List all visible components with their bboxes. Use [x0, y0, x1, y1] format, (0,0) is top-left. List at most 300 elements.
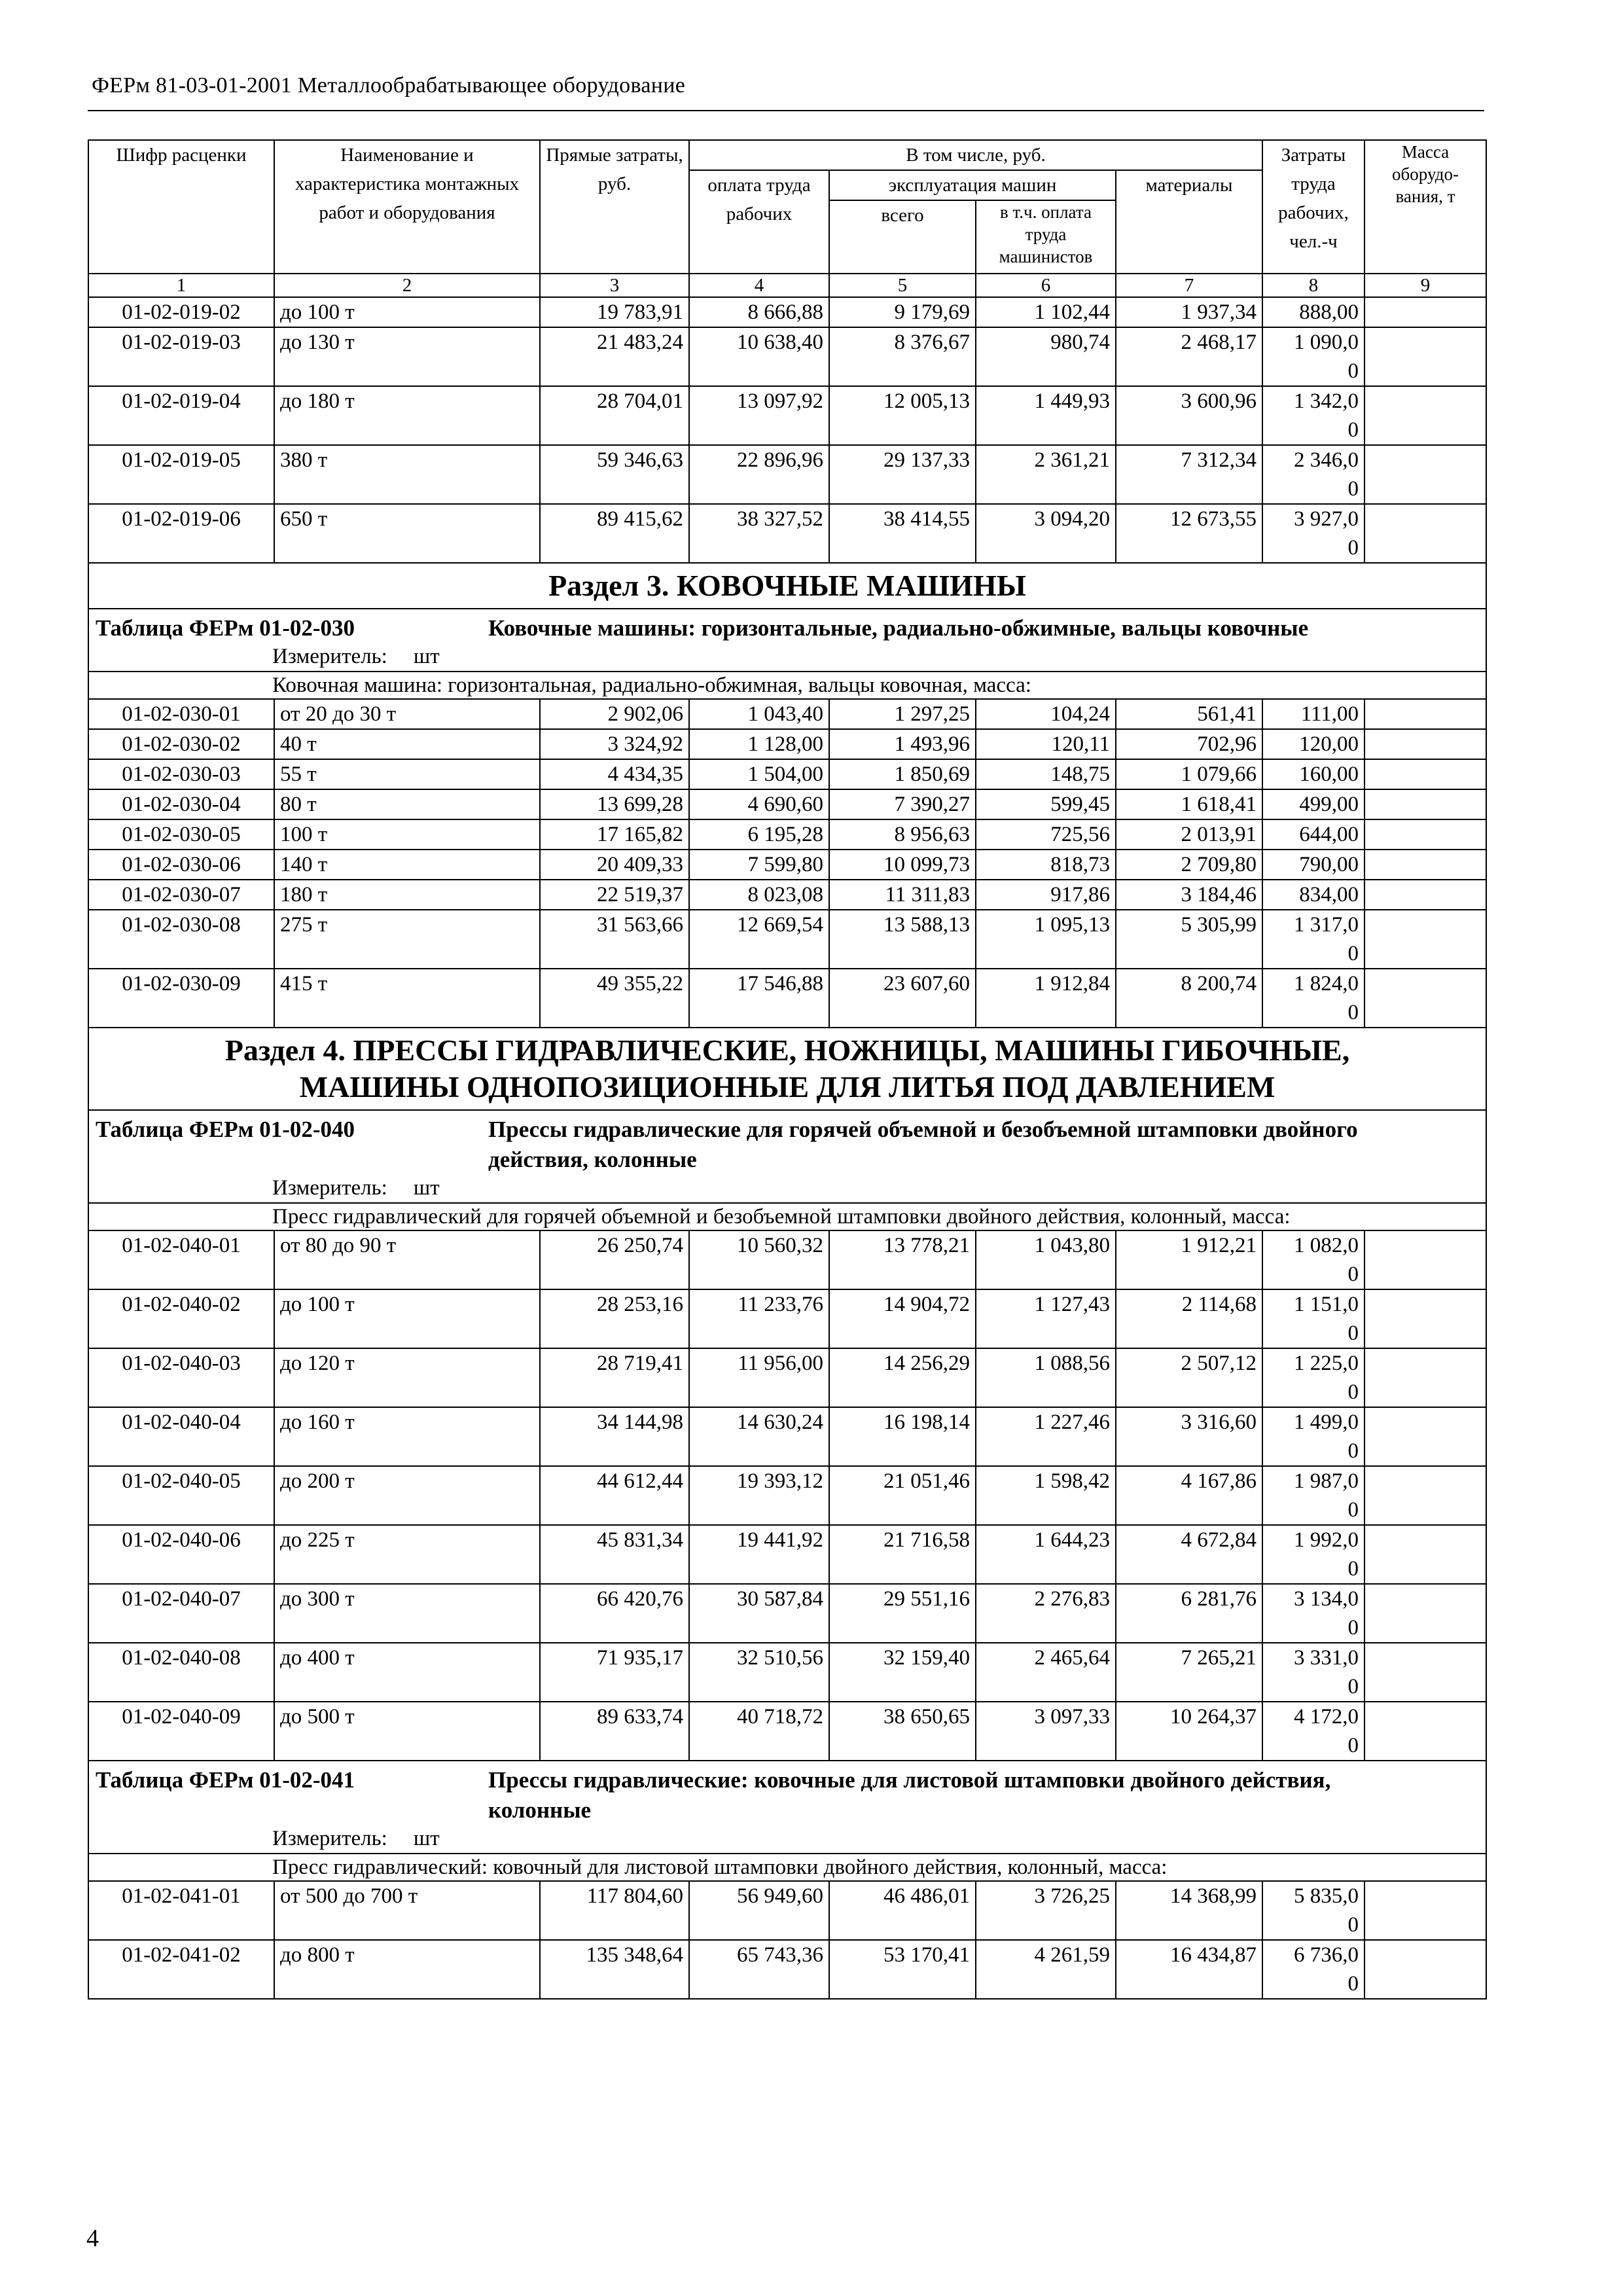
cell-machine-total: 38 650,65: [829, 1702, 976, 1761]
cell-wage: 22 896,96: [689, 445, 829, 504]
cell-machinist-wage: 120,11: [976, 729, 1116, 759]
cell-mass: [1364, 327, 1486, 386]
unit-value: шт: [413, 1827, 440, 1850]
col-number: 7: [1116, 274, 1262, 297]
cell-name: 650 т: [274, 504, 540, 563]
cell-code: 01-02-019-05: [88, 445, 274, 504]
cell-direct: 66 420,76: [540, 1584, 689, 1643]
labor-value: 1 342,0: [1294, 389, 1359, 413]
cell-direct: 28 253,16: [540, 1289, 689, 1348]
running-head: ФЕРм 81-03-01-2001 Металлообрабатывающее оборудование: [92, 73, 686, 98]
table-030-title: Ковочные машины: горизонтальные, радиально-обжимные, вальцы ковочные: [488, 615, 1309, 641]
cell-mass: [1364, 1348, 1486, 1407]
cell-wage: 56 949,60: [689, 1881, 829, 1940]
labor-value-wrap: 0: [1347, 1972, 1359, 1996]
cell-code: 01-02-040-04: [88, 1407, 274, 1466]
cell-labor: [1262, 729, 1364, 759]
cell-direct: 89 415,62: [540, 504, 689, 563]
cell-direct: 117 804,60: [540, 1881, 689, 1940]
cell-wage: 11 233,76: [689, 1289, 829, 1348]
cell-wage: 6 195,28: [689, 819, 829, 850]
cell-direct: 44 612,44: [540, 1466, 689, 1525]
cell-mass: [1364, 729, 1486, 759]
cell-machinist-wage: 1 449,93: [976, 386, 1116, 445]
cell-machine-total: 12 005,13: [829, 386, 976, 445]
cell-machine-total: 11 311,83: [829, 880, 976, 910]
labor-value: 1 824,0: [1294, 972, 1359, 996]
cell-machinist-wage: 3 097,33: [976, 1702, 1116, 1761]
col-number: 8: [1262, 274, 1364, 297]
labor-value: 120,00: [1299, 732, 1359, 756]
cell-name: до 200 т: [274, 1466, 540, 1525]
labor-value-wrap: 0: [1347, 359, 1359, 383]
cell-direct: 59 346,63: [540, 445, 689, 504]
cell-name: 180 т: [274, 880, 540, 910]
table-row: [88, 880, 1486, 910]
labor-value: 644,00: [1299, 823, 1359, 846]
cell-mass: [1364, 1940, 1486, 1999]
table-030-unit: [88, 643, 1486, 672]
cell-direct: 49 355,22: [540, 969, 689, 1028]
cell-direct: 89 633,74: [540, 1702, 689, 1761]
labor-value: 3 134,0: [1294, 1587, 1359, 1611]
table-row: [88, 789, 1486, 819]
cell-labor: [1262, 1289, 1364, 1348]
cell-name: 100 т: [274, 819, 540, 850]
col-machinist-header: в т.ч. оплата труда машинистов: [976, 200, 1116, 274]
cell-machinist-wage: 1 102,44: [976, 297, 1116, 327]
cell-labor: [1262, 386, 1364, 445]
cell-labor: [1262, 1584, 1364, 1643]
table-041-heading: [88, 1761, 1486, 1825]
cell-labor: [1262, 327, 1364, 386]
labor-value-wrap: 0: [1347, 1734, 1359, 1757]
cell-materials: 14 368,99: [1116, 1881, 1262, 1940]
cell-code: 01-02-040-02: [88, 1289, 274, 1348]
col-number: 9: [1364, 274, 1486, 297]
cell-mass: [1364, 1702, 1486, 1761]
table-row: [88, 1348, 1486, 1407]
cell-machinist-wage: 148,75: [976, 759, 1116, 789]
cell-mass: [1364, 910, 1486, 969]
cell-machine-total: 13 588,13: [829, 910, 976, 969]
labor-value-wrap: 0: [1347, 418, 1359, 442]
table-row: [88, 1525, 1486, 1584]
cell-machinist-wage: 599,45: [976, 789, 1116, 819]
table-030-rows: [88, 699, 1486, 1028]
cell-materials: 2 013,91: [1116, 819, 1262, 850]
cell-machine-total: 29 551,16: [829, 1584, 976, 1643]
cell-direct: 26 250,74: [540, 1230, 689, 1289]
cell-name: до 100 т: [274, 1289, 540, 1348]
cell-name: от 80 до 90 т: [274, 1230, 540, 1289]
cell-wage: 38 327,52: [689, 504, 829, 563]
table-040-label: Таблица ФЕРм 01-02-040: [96, 1117, 355, 1142]
cell-code: 01-02-040-01: [88, 1230, 274, 1289]
cell-labor: [1262, 1348, 1364, 1407]
cell-machine-total: 32 159,40: [829, 1643, 976, 1702]
cell-machinist-wage: 2 276,83: [976, 1584, 1116, 1643]
cell-name: 140 т: [274, 850, 540, 880]
cell-code: 01-02-040-07: [88, 1584, 274, 1643]
cell-materials: 4 167,86: [1116, 1466, 1262, 1525]
cell-code: 01-02-030-06: [88, 850, 274, 880]
cell-name: 380 т: [274, 445, 540, 504]
cell-materials: 2 468,17: [1116, 327, 1262, 386]
cell-labor: [1262, 699, 1364, 729]
table-row: [88, 819, 1486, 850]
cell-mass: [1364, 297, 1486, 327]
cell-machinist-wage: 1 227,46: [976, 1407, 1116, 1466]
col-incl-header: В том числе, руб.: [689, 140, 1262, 170]
cell-name: 415 т: [274, 969, 540, 1028]
table-row: [88, 1584, 1486, 1643]
cell-code: 01-02-030-05: [88, 819, 274, 850]
cell-materials: 3 316,60: [1116, 1407, 1262, 1466]
labor-value: 4 172,0: [1294, 1705, 1359, 1729]
cell-name: до 400 т: [274, 1643, 540, 1702]
cell-labor: [1262, 504, 1364, 563]
cell-wage: 17 546,88: [689, 969, 829, 1028]
cell-labor: [1262, 1940, 1364, 1999]
cell-machine-total: 1 297,25: [829, 699, 976, 729]
labor-value: 1 992,0: [1294, 1528, 1359, 1552]
cell-wage: 8 666,88: [689, 297, 829, 327]
cell-mass: [1364, 1525, 1486, 1584]
unit-value: шт: [413, 1176, 440, 1200]
labor-value-wrap: 0: [1347, 477, 1359, 501]
col-number: 3: [540, 274, 689, 297]
cell-code: 01-02-030-09: [88, 969, 274, 1028]
cell-mass: [1364, 1289, 1486, 1348]
cell-materials: 2 114,68: [1116, 1289, 1262, 1348]
cell-mass: [1364, 699, 1486, 729]
labor-value-wrap: 0: [1347, 1439, 1359, 1463]
cell-direct: 135 348,64: [540, 1940, 689, 1999]
labor-value: 834,00: [1299, 883, 1359, 906]
table-040-rows: [88, 1230, 1486, 1761]
cell-labor: [1262, 1230, 1364, 1289]
header-rule: [88, 110, 1484, 111]
cell-wage: 14 630,24: [689, 1407, 829, 1466]
cell-labor: [1262, 445, 1364, 504]
cell-machinist-wage: 2 361,21: [976, 445, 1116, 504]
cell-mass: [1364, 1407, 1486, 1466]
col-number: 6: [976, 274, 1116, 297]
price-table: [88, 139, 1487, 2000]
cell-code: 01-02-019-02: [88, 297, 274, 327]
cell-machinist-wage: 3 726,25: [976, 1881, 1116, 1940]
col-number: 2: [274, 274, 540, 297]
unit-value: шт: [413, 645, 440, 668]
cell-machine-total: 46 486,01: [829, 1881, 976, 1940]
labor-value-wrap: 0: [1347, 942, 1359, 965]
cell-direct: 45 831,34: [540, 1525, 689, 1584]
section-4-title: [88, 1028, 1486, 1110]
section-4: [88, 1028, 1486, 1230]
table-040-description: Пресс гидравлический для горячей объемной и безобъемной штамповки двойного действия, колонный, масса:: [88, 1203, 1486, 1230]
section-4-title-line1: Раздел 4. ПРЕССЫ ГИДРАВЛИЧЕСКИЕ, НОЖНИЦЫ, МАШИНЫ ГИБОЧНЫЕ,: [224, 1033, 1350, 1067]
cell-name: до 500 т: [274, 1702, 540, 1761]
cell-wage: 7 599,80: [689, 850, 829, 880]
table-041-header: [88, 1761, 1486, 1881]
cell-mass: [1364, 1584, 1486, 1643]
cell-wage: 10 560,32: [689, 1230, 829, 1289]
cell-code: 01-02-040-03: [88, 1348, 274, 1407]
cell-wage: 19 393,12: [689, 1466, 829, 1525]
cell-machinist-wage: 980,74: [976, 327, 1116, 386]
labor-value-wrap: 0: [1347, 1616, 1359, 1640]
cell-mass: [1364, 819, 1486, 850]
cell-machinist-wage: 2 465,64: [976, 1643, 1116, 1702]
labor-value: 888,00: [1299, 300, 1359, 324]
cell-machine-total: 8 956,63: [829, 819, 976, 850]
cell-labor: [1262, 789, 1364, 819]
cell-direct: 19 783,91: [540, 297, 689, 327]
unit-label: Измеритель:: [272, 645, 387, 668]
table-row: [88, 969, 1486, 1028]
cell-code: 01-02-019-04: [88, 386, 274, 445]
cell-mass: [1364, 969, 1486, 1028]
cell-mass: [1364, 1466, 1486, 1525]
cell-name: до 120 т: [274, 1348, 540, 1407]
cell-materials: 8 200,74: [1116, 969, 1262, 1028]
table-row: [88, 850, 1486, 880]
cell-name: до 160 т: [274, 1407, 540, 1466]
table-row: [88, 910, 1486, 969]
section-3-title: Раздел 3. КОВОЧНЫЕ МАШИНЫ: [88, 563, 1486, 609]
cell-materials: 1 937,34: [1116, 297, 1262, 327]
cell-name: 55 т: [274, 759, 540, 789]
cell-machinist-wage: 4 261,59: [976, 1940, 1116, 1999]
cell-code: 01-02-030-02: [88, 729, 274, 759]
cell-code: 01-02-030-04: [88, 789, 274, 819]
labor-value-wrap: 0: [1347, 1913, 1359, 1937]
cell-materials: 6 281,76: [1116, 1584, 1262, 1643]
cell-materials: 3 184,46: [1116, 880, 1262, 910]
cell-name: 80 т: [274, 789, 540, 819]
table-041-description: Пресс гидравлический: ковочный для листовой штамповки двойного действия, колонный, масса:: [88, 1854, 1486, 1881]
cell-wage: 40 718,72: [689, 1702, 829, 1761]
cell-labor: [1262, 759, 1364, 789]
cell-name: до 225 т: [274, 1525, 540, 1584]
table-030-description: Ковочная машина: горизонтальная, радиально-обжимная, вальцы ковочная, масса:: [88, 672, 1486, 699]
col-number: 1: [88, 274, 274, 297]
cell-labor: [1262, 1407, 1364, 1466]
cell-direct: 17 165,82: [540, 819, 689, 850]
cell-name: до 130 т: [274, 327, 540, 386]
cell-code: 01-02-041-01: [88, 1881, 274, 1940]
cell-labor: [1262, 1881, 1364, 1940]
cell-materials: 1 079,66: [1116, 759, 1262, 789]
labor-value: 5 835,0: [1294, 1884, 1359, 1908]
col-materials-header: материалы: [1116, 170, 1262, 274]
col-number: 4: [689, 274, 829, 297]
cell-machinist-wage: 1 912,84: [976, 969, 1116, 1028]
cell-name: до 800 т: [274, 1940, 540, 1999]
cell-machine-total: 23 607,60: [829, 969, 976, 1028]
table-041-label: Таблица ФЕРм 01-02-041: [96, 1767, 355, 1793]
cell-machinist-wage: 917,86: [976, 880, 1116, 910]
col-wage-header: оплата труда рабочих: [689, 170, 829, 274]
cell-labor: [1262, 819, 1364, 850]
col-number: 5: [829, 274, 976, 297]
table-030-heading: [88, 609, 1486, 643]
cell-wage: 10 638,40: [689, 327, 829, 386]
labor-value-wrap: 0: [1347, 1498, 1359, 1522]
cell-machinist-wage: 1 088,56: [976, 1348, 1116, 1407]
cell-mass: [1364, 1881, 1486, 1940]
cell-materials: 702,96: [1116, 729, 1262, 759]
labor-value: 1 499,0: [1294, 1410, 1359, 1434]
section-3: [88, 563, 1486, 699]
labor-value-wrap: 0: [1347, 1380, 1359, 1404]
unit-label: Измеритель:: [272, 1176, 387, 1200]
cell-labor: [1262, 850, 1364, 880]
cell-mass: [1364, 445, 1486, 504]
cell-wage: 12 669,54: [689, 910, 829, 969]
cell-code: 01-02-030-07: [88, 880, 274, 910]
cell-mass: [1364, 386, 1486, 445]
cell-machine-total: 14 256,29: [829, 1348, 976, 1407]
cell-materials: 1 618,41: [1116, 789, 1262, 819]
cell-direct: 28 719,41: [540, 1348, 689, 1407]
table-row: [88, 699, 1486, 729]
cell-machine-total: 21 051,46: [829, 1466, 976, 1525]
cell-direct: 4 434,35: [540, 759, 689, 789]
cell-machine-total: 10 099,73: [829, 850, 976, 880]
table-row: [88, 504, 1486, 563]
table-041-rows: [88, 1881, 1486, 1999]
cell-materials: 561,41: [1116, 699, 1262, 729]
unit-label: Измеритель:: [272, 1827, 387, 1850]
table-head: [88, 140, 1486, 297]
cell-name: до 100 т: [274, 297, 540, 327]
table-row: [88, 1466, 1486, 1525]
cell-mass: [1364, 759, 1486, 789]
table-041-unit: [88, 1825, 1486, 1854]
labor-value: 3 927,0: [1294, 507, 1359, 531]
cell-labor: [1262, 910, 1364, 969]
col-code-header: Шифр расценки: [88, 140, 274, 274]
cell-machine-total: 53 170,41: [829, 1940, 976, 1999]
cell-code: 01-02-040-06: [88, 1525, 274, 1584]
cell-wage: 1 043,40: [689, 699, 829, 729]
cell-mass: [1364, 850, 1486, 880]
cell-machinist-wage: 818,73: [976, 850, 1116, 880]
cell-mass: [1364, 789, 1486, 819]
cell-code: 01-02-019-03: [88, 327, 274, 386]
cell-materials: 12 673,55: [1116, 504, 1262, 563]
labor-value: 1 987,0: [1294, 1469, 1359, 1493]
cell-machine-total: 1 493,96: [829, 729, 976, 759]
labor-value: 6 736,0: [1294, 1943, 1359, 1967]
cell-labor: [1262, 1466, 1364, 1525]
cell-materials: 2 507,12: [1116, 1348, 1262, 1407]
cell-labor: [1262, 969, 1364, 1028]
labor-value-wrap: 0: [1347, 1557, 1359, 1581]
table-row: [88, 729, 1486, 759]
cell-code: 01-02-030-01: [88, 699, 274, 729]
cell-materials: 16 434,87: [1116, 1940, 1262, 1999]
cell-materials: 7 312,34: [1116, 445, 1262, 504]
cell-labor: [1262, 1702, 1364, 1761]
section-4-title-line2: МАШИНЫ ОДНОПОЗИЦИОННЫЕ ДЛЯ ЛИТЬЯ ПОД ДАВЛЕНИЕМ: [299, 1070, 1275, 1103]
labor-value: 3 331,0: [1294, 1646, 1359, 1670]
col-name-header: Наименование и характеристика монтажных работ и оборудования: [274, 140, 540, 274]
col-mass-header: Масса оборудо-вания, т: [1364, 140, 1486, 274]
table-row: [88, 1289, 1486, 1348]
labor-value: 1 082,0: [1294, 1234, 1359, 1257]
labor-value-wrap: 0: [1347, 1321, 1359, 1345]
cell-direct: 20 409,33: [540, 850, 689, 880]
cell-code: 01-02-030-08: [88, 910, 274, 969]
col-labor-header: Затраты труда рабочих, чел.-ч: [1262, 140, 1364, 274]
cell-wage: 4 690,60: [689, 789, 829, 819]
cell-wage: 1 128,00: [689, 729, 829, 759]
labor-value-wrap: 0: [1347, 536, 1359, 560]
labor-value: 160,00: [1299, 762, 1359, 786]
cell-name: до 300 т: [274, 1584, 540, 1643]
table-030-label: Таблица ФЕРм 01-02-030: [96, 615, 355, 641]
labor-value: 1 151,0: [1294, 1293, 1359, 1316]
cell-direct: 28 704,01: [540, 386, 689, 445]
cell-direct: 3 324,92: [540, 729, 689, 759]
cell-code: 01-02-041-02: [88, 1940, 274, 1999]
cell-materials: 7 265,21: [1116, 1643, 1262, 1702]
labor-value: 790,00: [1299, 853, 1359, 876]
cell-direct: 2 902,06: [540, 699, 689, 729]
cell-machine-total: 8 376,67: [829, 327, 976, 386]
cell-machine-total: 29 137,33: [829, 445, 976, 504]
cell-materials: 2 709,80: [1116, 850, 1262, 880]
cell-machine-total: 1 850,69: [829, 759, 976, 789]
cell-labor: [1262, 880, 1364, 910]
cell-direct: 71 935,17: [540, 1643, 689, 1702]
labor-value-wrap: 0: [1347, 1001, 1359, 1024]
table-row: [88, 1881, 1486, 1940]
cell-wage: 19 441,92: [689, 1525, 829, 1584]
cell-direct: 21 483,24: [540, 327, 689, 386]
table-row: [88, 327, 1486, 386]
table-row: [88, 1230, 1486, 1289]
cell-materials: 5 305,99: [1116, 910, 1262, 969]
cell-materials: 1 912,21: [1116, 1230, 1262, 1289]
cell-machinist-wage: 104,24: [976, 699, 1116, 729]
cell-machinist-wage: 1 095,13: [976, 910, 1116, 969]
cell-labor: [1262, 1643, 1364, 1702]
cell-machine-total: 16 198,14: [829, 1407, 976, 1466]
labor-value: 2 346,0: [1294, 448, 1359, 472]
table-040-heading: [88, 1110, 1486, 1175]
cell-code: 01-02-019-06: [88, 504, 274, 563]
labor-value: 499,00: [1299, 793, 1359, 816]
cell-wage: 1 504,00: [689, 759, 829, 789]
cell-machine-total: 14 904,72: [829, 1289, 976, 1348]
labor-value: 1 225,0: [1294, 1352, 1359, 1375]
cell-materials: 10 264,37: [1116, 1702, 1262, 1761]
table-row: [88, 445, 1486, 504]
cell-machinist-wage: 725,56: [976, 819, 1116, 850]
table-row: [88, 1702, 1486, 1761]
cell-materials: 3 600,96: [1116, 386, 1262, 445]
labor-value: 111,00: [1300, 702, 1359, 726]
cell-wage: 8 023,08: [689, 880, 829, 910]
cell-mass: [1364, 504, 1486, 563]
cell-labor: [1262, 297, 1364, 327]
cell-machine-total: 9 179,69: [829, 297, 976, 327]
col-direct-header: Прямые затраты, руб.: [540, 140, 689, 274]
